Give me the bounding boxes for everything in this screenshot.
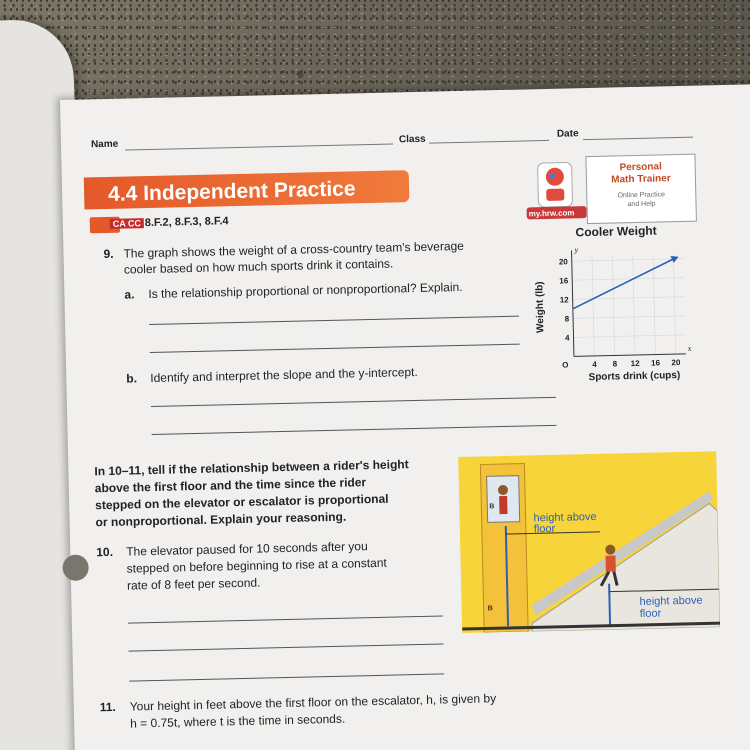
cooler-weight-chart bbox=[531, 223, 705, 387]
section-title: 4.4 Independent Practice bbox=[107, 177, 356, 206]
label-height-above-1: height above bbox=[533, 510, 597, 525]
x-gridline-1 bbox=[612, 256, 614, 356]
q9b-answer-line-2[interactable] bbox=[152, 425, 557, 435]
q10-answer-line-1[interactable] bbox=[128, 615, 443, 623]
intro-line-4: or nonproportional. Explain your reasoning. bbox=[95, 509, 347, 530]
trainer-sub-2: and Help bbox=[627, 200, 656, 209]
date-label: Date bbox=[556, 128, 579, 140]
elevator-tag-top: B bbox=[489, 503, 495, 511]
x-tick-label-4: 20 bbox=[671, 357, 681, 368]
q9a-label: a. bbox=[124, 287, 135, 302]
name-line bbox=[125, 143, 393, 150]
y-tick-label-3: 16 bbox=[559, 276, 569, 286]
elevator-escalator-illustration bbox=[458, 451, 720, 633]
q9-text-2: cooler based on how much sports drink it contains. bbox=[123, 256, 394, 277]
personal-math-trainer bbox=[523, 154, 694, 224]
class-label: Class bbox=[398, 133, 426, 146]
y-tick-label-1: 8 bbox=[564, 314, 570, 324]
y-axis bbox=[572, 250, 574, 356]
trainer-title-1: Personal bbox=[619, 161, 662, 174]
class-line bbox=[429, 140, 549, 144]
x-gridline-4 bbox=[673, 254, 675, 354]
q9a-answer-line-2[interactable] bbox=[150, 344, 520, 353]
y-tick-label-0: 4 bbox=[564, 333, 570, 343]
y-gridline-3 bbox=[572, 278, 684, 281]
q10-line-1: The elevator paused for 10 seconds after you bbox=[126, 539, 368, 559]
x-gridline-0 bbox=[592, 256, 594, 356]
y-gridline-4 bbox=[572, 259, 684, 262]
x-tick-label-0: 4 bbox=[592, 359, 597, 369]
x-tick-label-1: 8 bbox=[612, 359, 618, 369]
ca-cc-badge: CA CC bbox=[110, 218, 144, 229]
q9b-text: Identify and interpret the slope and the y-intercept. bbox=[150, 364, 418, 386]
x-gridline-2 bbox=[633, 255, 635, 355]
binder-hole bbox=[62, 554, 89, 581]
q10-line-3: rate of 8 feet per second. bbox=[126, 575, 261, 593]
q11-line-2: h = 0.75t, where t is the time in seconds. bbox=[130, 711, 346, 731]
q10-answer-line-2[interactable] bbox=[129, 643, 444, 651]
trainer-box bbox=[585, 154, 697, 224]
standards-list: 8.F.2, 8.F.3, 8.F.4 bbox=[144, 215, 229, 230]
intro-line-2: above the first floor and the time since the rider bbox=[94, 475, 367, 496]
site-link[interactable]: my.hrw.com bbox=[528, 208, 575, 219]
q9b-answer-line-1[interactable] bbox=[151, 397, 556, 407]
q10-answer-line-3[interactable] bbox=[129, 673, 444, 681]
trainer-title-2: Math Trainer bbox=[611, 173, 671, 186]
x-tick-label-3: 16 bbox=[651, 358, 661, 368]
q9-text-1: The graph shows the weight of a cross-country team's beverage bbox=[123, 238, 465, 261]
q9-number: 9. bbox=[103, 246, 114, 262]
q9a-answer-line-1[interactable] bbox=[149, 316, 519, 325]
series-line-0 bbox=[572, 259, 675, 309]
y-gridline-1 bbox=[573, 316, 685, 319]
q11-number: 11. bbox=[99, 699, 116, 715]
y-tick-label-2: 12 bbox=[559, 295, 569, 305]
name-label: Name bbox=[90, 138, 119, 151]
y-gridline-2 bbox=[573, 297, 685, 300]
x-axis bbox=[574, 354, 686, 357]
y-gridline-0 bbox=[574, 335, 686, 338]
y-axis-title: Weight (lb) bbox=[534, 281, 547, 334]
trainer-sub-1: Online Practice bbox=[617, 191, 666, 200]
x-axis-letter: x bbox=[687, 343, 692, 353]
q11-line-1: Your height in feet above the first floor on the escalator, h, is given by bbox=[129, 691, 497, 714]
x-axis-title: Sports drink (cups) bbox=[588, 370, 681, 384]
chart-title: Cooler Weight bbox=[575, 223, 657, 240]
q9a-text: Is the relationship proportional or nonproportional? Explain. bbox=[148, 279, 463, 302]
y-axis-letter: y bbox=[574, 245, 579, 255]
y-tick-label-4: 20 bbox=[558, 257, 568, 267]
label-floor-2: floor bbox=[639, 607, 662, 620]
q10-number: 10. bbox=[96, 544, 114, 560]
elevator-tag-bottom: B bbox=[487, 605, 493, 613]
origin-label: O bbox=[562, 360, 569, 370]
label-height-above-2: height above bbox=[639, 594, 703, 608]
illustration-graphic bbox=[458, 451, 720, 633]
workbook-page bbox=[60, 84, 750, 750]
x-tick-label-2: 12 bbox=[630, 358, 640, 369]
date-line bbox=[583, 137, 693, 140]
q9b-label: b. bbox=[126, 371, 138, 386]
intro-line-1: In 10–11, tell if the relationship between a rider's height bbox=[94, 457, 409, 479]
label-floor-1: floor bbox=[533, 522, 556, 536]
intro-line-3: stepped on the elevator or escalator is proportional bbox=[95, 491, 389, 513]
q10-line-2: stepped on before beginning to rise at a constant bbox=[126, 555, 387, 576]
